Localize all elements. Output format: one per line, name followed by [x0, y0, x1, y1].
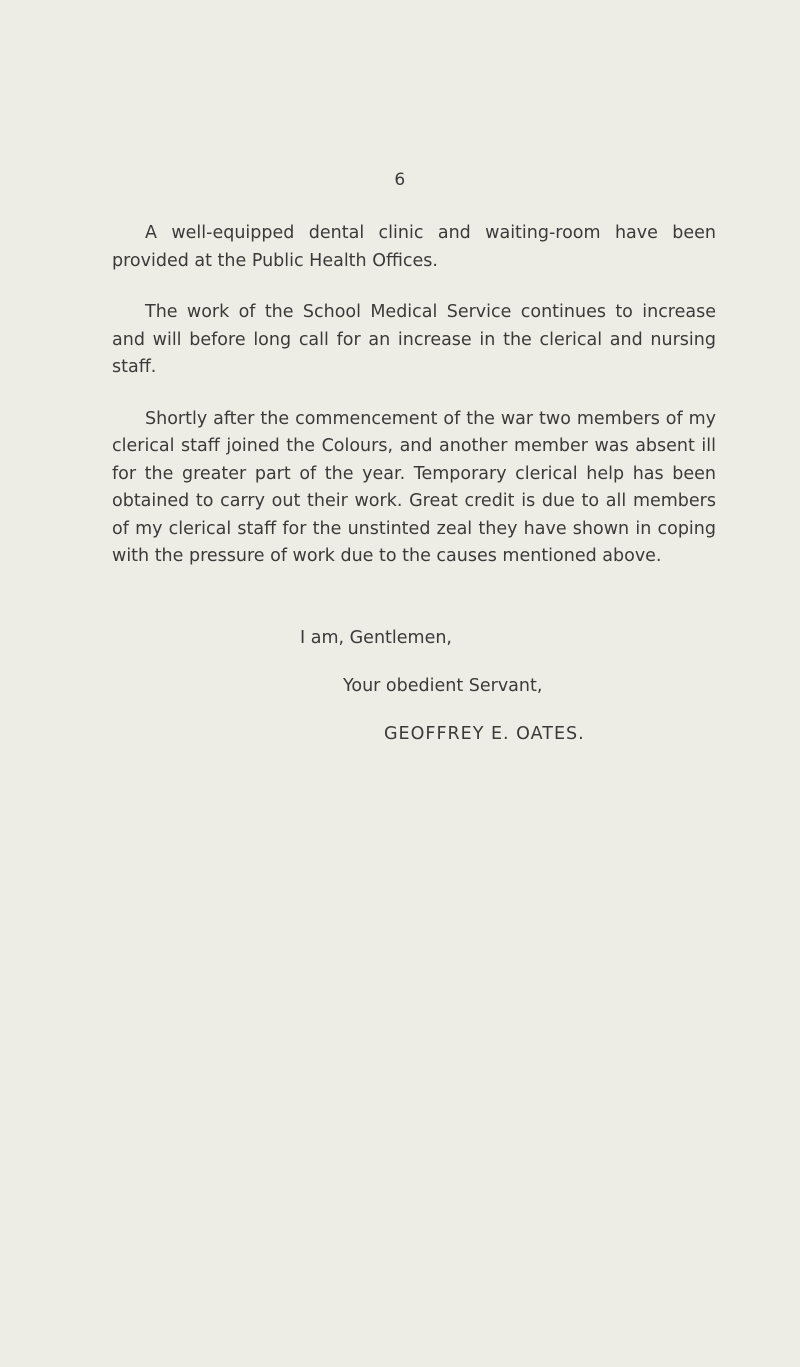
- page-number: 6: [394, 170, 406, 190]
- salutation: I am, Gentlemen,: [300, 628, 452, 648]
- body-text: [112, 220, 716, 595]
- signature-name: GEOFFREY E. OATES.: [384, 724, 585, 744]
- paragraph-clerical-staff: Shortly after the commencement of the war two members of my clerical staff joined the Colours, and another member was absent ill for the greater part of the year. Temporary clerical help has been obtained to carry out their work. Great credit is due to all members of my clerical staff for the unstinted zeal they have shown in coping with the pressure of work due to the causes mentioned above.: [112, 408, 716, 566]
- signoff: Your obedient Servant,: [343, 676, 543, 696]
- paragraph-school-medical-service: The work of the School Medical Service continues to increase and will before long call for an increase in the clerical and nursing staff.: [112, 302, 716, 377]
- paragraph-dental-clinic: A well-equipped dental clinic and waiting-room have been provided at the Public Health Offices.: [112, 223, 716, 271]
